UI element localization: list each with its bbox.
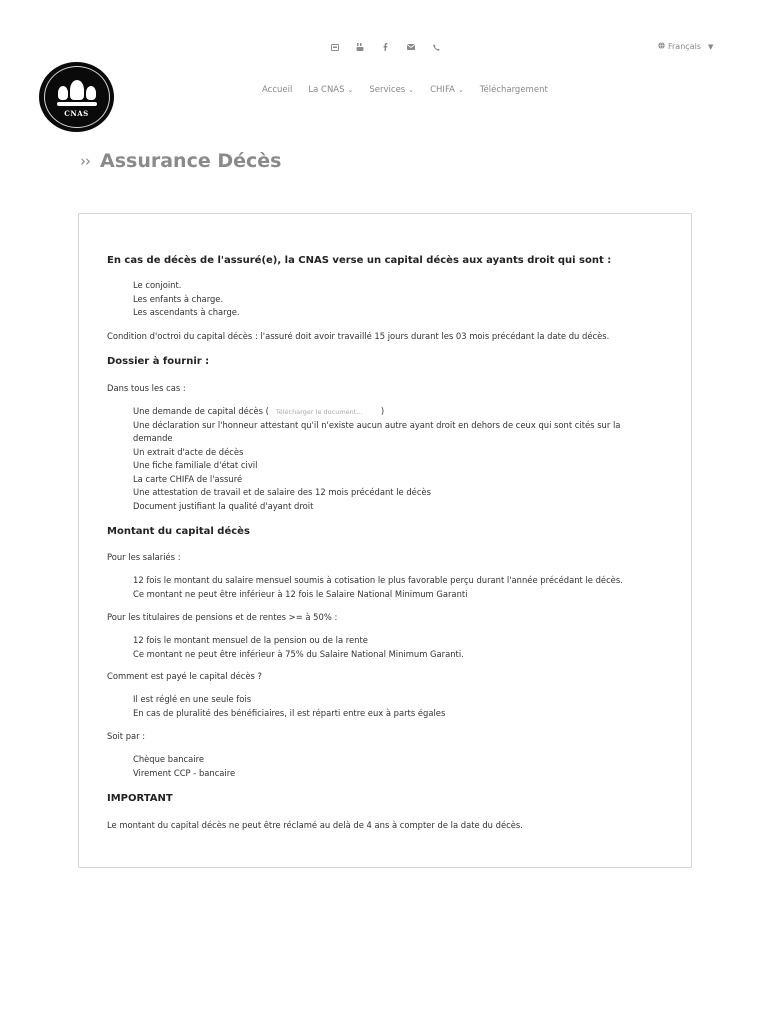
language-selector[interactable] (658, 42, 713, 51)
dans-tous-les-cas-label: Dans tous les cas : (107, 383, 186, 393)
logo-hands-icon (57, 102, 97, 106)
nav-item-chifa[interactable] (430, 85, 464, 95)
salaries-label: Pour les salariés : (107, 552, 181, 562)
list-item-text: Une demande de capital décès ( (133, 406, 269, 416)
document-item-demande (133, 405, 384, 418)
caret-down-icon: ▼ (707, 42, 714, 51)
logo-name: CNAS (64, 109, 89, 118)
list-item: Une déclaration sur l'honneur attestant qu'il n'existe aucun autre ayant droit en dehors de ceux qui sont cités sur la (133, 419, 621, 430)
globe-icon (658, 42, 665, 51)
list-item: Le conjoint. (133, 280, 182, 290)
list-item: Ce montant ne peut être inférieur à 12 fois le Salaire National Minimum Garanti (133, 588, 468, 599)
paiement-label: Comment est payé le capital décès ? (107, 671, 262, 681)
list-item: 12 fois le montant du salaire mensuel soumis à cotisation le plus favorable perçu durant l'année précédant le décès. (133, 575, 623, 585)
double-chevron-right-icon: ›› (80, 152, 90, 170)
content-panel (78, 213, 692, 868)
list-item: Ce montant ne peut être inférieur à 75% du Salaire National Minimum Garanti. (133, 648, 464, 659)
youtube-icon[interactable] (348, 40, 374, 54)
nav-item-telechargement[interactable] (480, 85, 548, 95)
envelope-icon[interactable] (399, 40, 425, 54)
nav-item-label: La CNAS (308, 85, 345, 95)
nav-item-label: Téléchargement (479, 85, 548, 95)
facebook-icon[interactable] (373, 40, 399, 54)
cnas-logo[interactable] (39, 62, 114, 132)
list-item: La carte CHIFA de l'assuré (133, 473, 243, 484)
dossier-heading: Dossier à fournir : (107, 356, 210, 367)
page-title-text: Assurance Décès (100, 150, 282, 172)
list-item: Document justifiant la qualité d'ayant droit (133, 500, 314, 511)
list-item: Les ascendants à charge. (133, 307, 240, 317)
logo-ring (44, 66, 110, 128)
intro-heading: En cas de décès de l'assuré(e), la CNAS verse un capital décès aux ayants droit qui sont : (107, 255, 612, 266)
list-item: Un extrait d'acte de décès (133, 446, 244, 457)
nav-item-accueil[interactable] (262, 85, 292, 95)
logo-people-icon (58, 80, 96, 100)
nav-item-label: CHIFA (430, 85, 455, 95)
important-heading: IMPORTANT (107, 793, 173, 804)
pensions-label: Pour les titulaires de pensions et de rentes >= à 50% : (107, 612, 338, 622)
nav-item-services[interactable] (369, 85, 414, 95)
top-bar (0, 40, 768, 56)
phone-icon[interactable] (424, 40, 450, 54)
page-title (80, 150, 281, 172)
nav-item-label: Services (369, 85, 406, 95)
chevron-down-icon: ⌄ (457, 86, 464, 94)
language-label: Français (668, 42, 701, 51)
main-nav (262, 85, 548, 95)
chevron-down-icon: ⌄ (347, 86, 354, 94)
list-item: Les enfants à charge. (133, 293, 224, 304)
montant-heading: Montant du capital décès (107, 526, 250, 537)
calendar-icon[interactable] (322, 40, 348, 54)
list-item-text: ) (380, 406, 385, 416)
list-item: Une attestation de travail et de salaire des 12 mois précédant le décès (133, 487, 431, 497)
list-item: Une fiche familiale d'état civil (133, 460, 258, 470)
chevron-down-icon: ⌄ (408, 86, 415, 94)
list-item: Chèque bancaire (133, 754, 204, 764)
important-text: Le montant du capital décès ne peut être réclamé au delà de 4 ans à compter de la date du décès. (107, 820, 523, 830)
condition-text: Condition d'octroi du capital décès : l'assuré doit avoir travaillé 15 jours durant les 03 mois précédant la date du décès. (107, 331, 610, 341)
nav-item-la-cnas[interactable] (308, 85, 353, 95)
download-document-link[interactable]: Télécharger le document... (275, 407, 363, 416)
social-links (322, 40, 450, 54)
list-item: Virement CCP - bancaire (133, 767, 236, 778)
nav-item-label: Accueil (262, 85, 293, 95)
list-item: 12 fois le montant mensuel de la pension ou de la rente (133, 635, 368, 645)
list-item: En cas de pluralité des bénéficiaires, il est réparti entre eux à parts égales (133, 707, 446, 718)
list-item: demande (133, 433, 173, 443)
list-item: Il est réglé en une seule fois (133, 694, 252, 704)
soit-par-label: Soit par : (107, 731, 146, 741)
